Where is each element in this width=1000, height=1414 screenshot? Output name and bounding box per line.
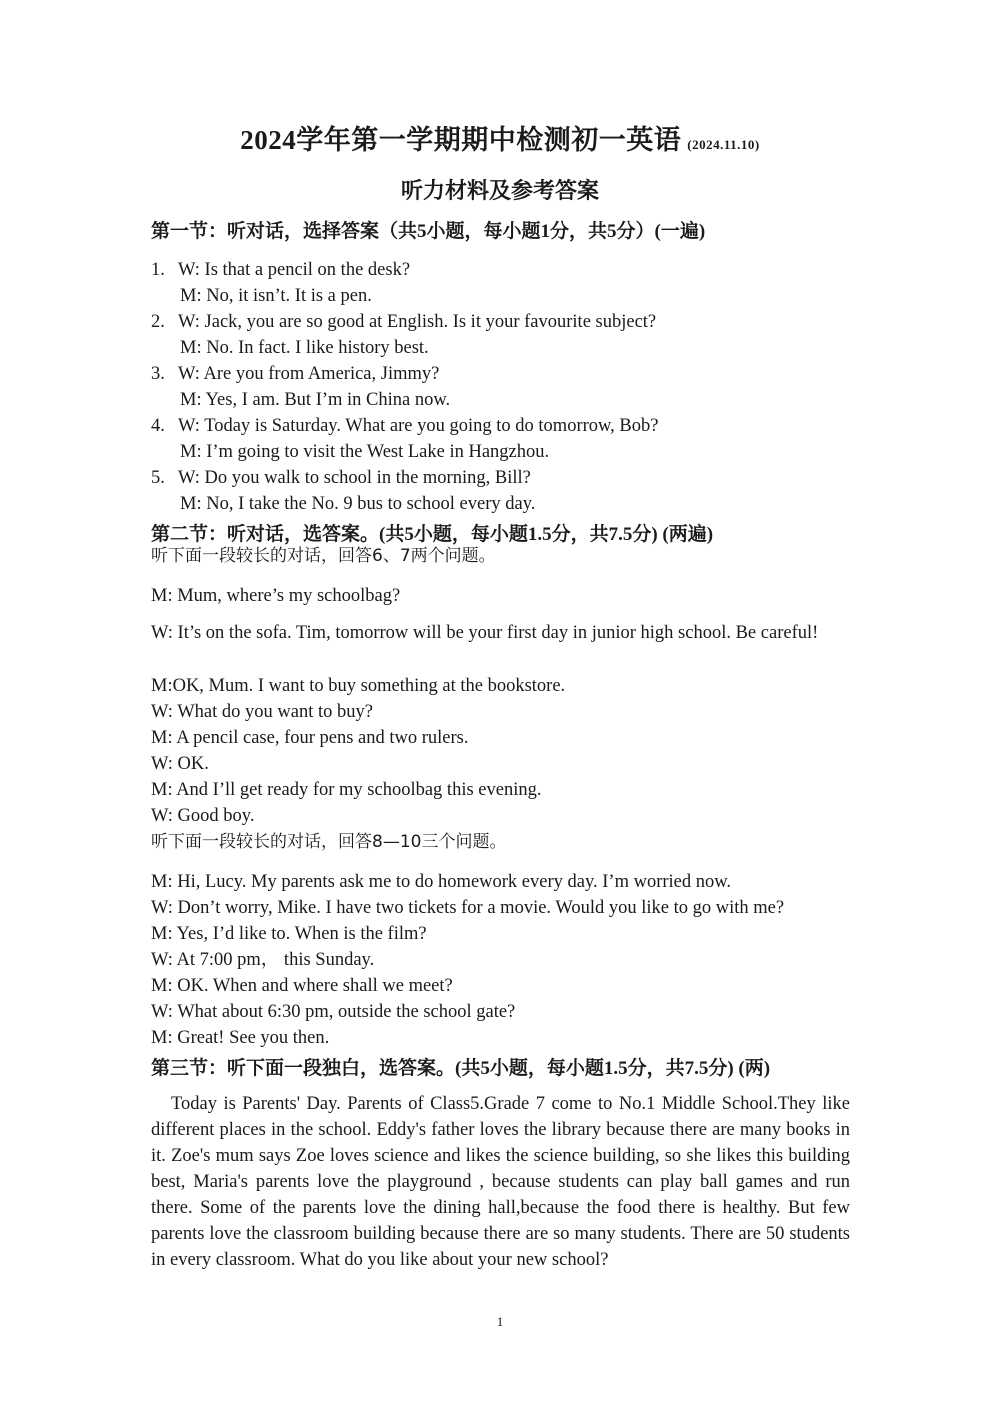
q1-woman-line: 1. W: Is that a pencil on the desk?	[151, 260, 411, 280]
q5-man-line: M: No, I take the No. 9 bus to school every day.	[180, 494, 536, 514]
dialogue1-line-7: M: And I’ll get ready for my schoolbag this evening.	[151, 780, 542, 800]
section2-intro-2: 听下面一段较长的对话，回答8—10三个问题。	[151, 832, 507, 852]
section2-heading: 第二节：听对话，选答案。(共5小题，每小题1.5分，共7.5分) (两遍)	[151, 524, 714, 545]
section2-intro-1: 听下面一段较长的对话，回答6、7两个问题。	[151, 546, 496, 566]
section3-heading: 第三节：听下面一段独白，选答案。(共5小题，每小题1.5分，共7.5分) (两)	[151, 1058, 771, 1079]
dialogue1-line-3: M:OK, Mum. I want to buy something at the bookstore.	[151, 676, 566, 696]
dialogue1-line-6: W: OK.	[151, 754, 209, 774]
q4-man-line: M: I’m going to visit the West Lake in Hangzhou.	[180, 442, 550, 462]
dialogue1-line-8: W: Good boy.	[151, 806, 255, 826]
q2-man-line: M: No. In fact. I like history best.	[180, 338, 429, 358]
dialogue2-line-4: W: At 7:00 pm， this Sunday.	[151, 950, 375, 970]
dialogue2-line-3: M: Yes, I’d like to. When is the film?	[151, 924, 427, 944]
q3-woman-line: 3. W: Are you from America, Jimmy?	[151, 364, 440, 384]
monologue-passage: Today is Parents' Day. Parents of Class5.Grade 7 come to No.1 Middle School.They like different places in the school. Eddy's father loves the library because there are many books in it. Zoe's mum says Zoe loves science and likes the science building, so she likes this building best, Maria's parents love the playground , because students can play ball games and run there. Some of the parents love the dining hall,because the food there is healthy. But few parents love the classroom building because there are so many students. There are 50 students in every classroom. What do you like about your new school?	[151, 1094, 850, 1270]
document-title	[0, 118, 1000, 157]
q1-man-line: M: No, it isn’t. It is a pen.	[180, 286, 372, 306]
dialogue2-line-7: M: Great! See you then.	[151, 1028, 330, 1048]
dialogue1-line-2: W: It’s on the sofa. Tim, tomorrow will be your first day in junior high school. Be careful!	[151, 623, 819, 643]
dialogue1-line-4: W: What do you want to buy?	[151, 702, 373, 722]
document-subtitle: 听力材料及参考答案	[400, 178, 599, 203]
q3-man-line: M: Yes, I am. But I’m in China now.	[180, 390, 451, 410]
dialogue2-line-1: M: Hi, Lucy. My parents ask me to do homework every day. I’m worried now.	[151, 872, 732, 892]
q5-woman-line: 5. W: Do you walk to school in the morning, Bill?	[151, 468, 531, 488]
section1-heading: 第一节：听对话，选择答案（共5小题，每小题1分，共5分）(一遍)	[151, 221, 706, 242]
dialogue2-line-6: W: What about 6:30 pm, outside the school gate?	[151, 1002, 516, 1022]
dialogue2-line-5: M: OK. When and where shall we meet?	[151, 976, 453, 996]
dialogue1-line-5: M: A pencil case, four pens and two rulers.	[151, 728, 469, 748]
page-number: 1	[496, 1314, 504, 1329]
q4-woman-line: 4. W: Today is Saturday. What are you going to do tomorrow, Bob?	[151, 416, 659, 436]
dialogue2-line-2: W: Don’t worry, Mike. I have two tickets for a movie. Would you like to go with me?	[151, 898, 785, 918]
title-text: 2024学年第一学期期中检测初一英语	[240, 125, 682, 155]
q2-woman-line: 2. W: Jack, you are so good at English. Is it your favourite subject?	[151, 312, 657, 332]
title-date: (2024.11.10)	[687, 137, 760, 152]
dialogue1-line-1: M: Mum, where’s my schoolbag?	[151, 586, 401, 606]
